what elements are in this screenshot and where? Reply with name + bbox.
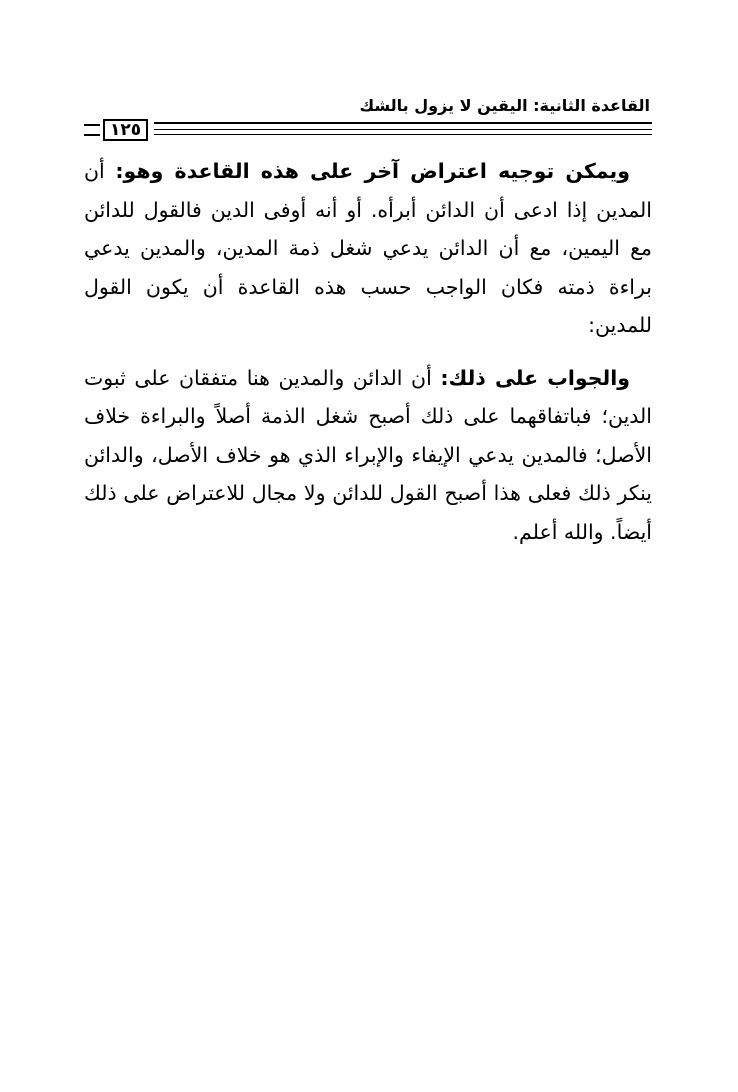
running-header: القاعدة الثانية: اليقين لا يزول بالشك (359, 96, 650, 115)
page-number: ١٢٥ (103, 119, 148, 141)
header-rule-thick (154, 122, 652, 124)
answer-lead: والجواب على ذلك: (440, 365, 630, 390)
paragraph-answer (84, 359, 652, 552)
page-number-box (84, 119, 148, 141)
paragraph-objection (84, 152, 652, 345)
body-text (84, 152, 652, 551)
objection-body: أن المدين إذا ادعى أن الدائن أبرأه. أو أنه أوفى الدين فالقول للدائن مع اليمين، مع أن الدائن يدعي شغل ذمة المدين، والمدين يدعي براءة ذمته فكان الواجب حسب هذه القاعدة أن يكون القول للمدين: (84, 159, 652, 337)
header-rule-thin (154, 129, 652, 130)
page-number-ornament (84, 124, 100, 136)
header-rule-thin-lower (154, 134, 652, 135)
answer-body: أن الدائن والمدين هنا متفقان على ثبوت الدين؛ فباتفاقهما على ذلك أصبح شغل الذمة أصلاً والبراءة خلاف الأصل؛ فالمدين يدعي الإيفاء والإبراء الذي هو خلاف الأصل، والدائن ينكر ذلك فعلى هذا أصبح القول للدائن ولا مجال للاعتراض على ذلك أيضاً. والله أعلم. (84, 365, 652, 544)
objection-lead: ويمكن توجيه اعتراض آخر على هذه القاعدة وهو: (115, 159, 630, 183)
